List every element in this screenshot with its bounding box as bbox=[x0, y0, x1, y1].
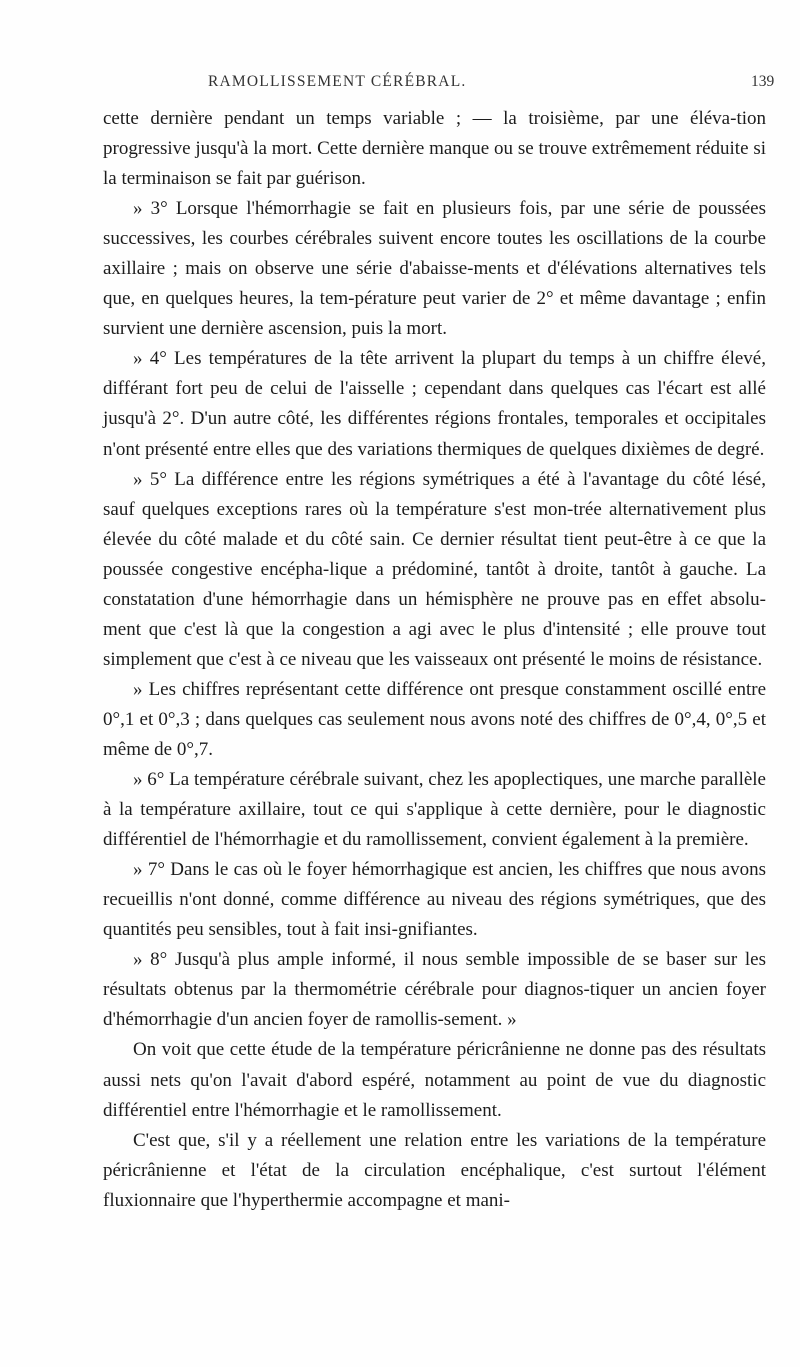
page-body bbox=[103, 104, 766, 1216]
paragraph-point-5: » 5° La différence entre les régions symétriques a été à l'avantage du côté lésé, sauf quelques exceptions rares où la température s'est mon-trée alternativement plus élevée du côté malade et du côté sain. Ce dernier résultat tient peut-être à ce que la poussée congestive encépha-lique a prédominé, tantôt à droite, tantôt à gauche. La constatation d'une hémorrhagie dans un hémisphère ne prouve pas en effet absolu-ment que c'est là que la congestion a agi avec le plus d'intensité ; elle prouve tout simplement que c'est à ce niveau que les vaisseaux ont présenté le moins de résistance. bbox=[103, 468, 766, 670]
paragraph-point-7: » 7° Dans le cas où le foyer hémorrhagique est ancien, les chiffres que nous avons recueillis n'ont donné, comme différence au niveau des régions symétriques, que des quantités peu sensibles, tout à fait insi-gnifiantes. bbox=[103, 859, 766, 941]
paragraph-point-4: » 4° Les températures de la tête arrivent la plupart du temps à un chiffre élevé, différant fort peu de celui de l'aisselle ; cependant dans quelques cas l'écart est allé jusqu'à 2°. D'un autre côté, les différentes régions frontales, temporales et occipitales n'ont présenté entre elles que des variations thermiques de quelques dixièmes de degré. bbox=[103, 348, 766, 460]
running-title: RAMOLLISSEMENT CÉRÉBRAL. bbox=[208, 73, 467, 90]
paragraph-point-6: » 6° La température cérébrale suivant, chez les apoplectiques, une marche parallèle à la température axillaire, tout ce qui s'applique à cette dernière, pour le diagnostic différentiel de l'hémorrhagie et du ramollissement, convient également à la première. bbox=[103, 769, 766, 851]
paragraph-point-3: » 3° Lorsque l'hémorrhagie se fait en plusieurs fois, par une série de poussées successives, les courbes cérébrales suivent encore toutes les oscillations de la courbe axillaire ; mais on observe une série d'abaisse-ments et d'élévations alternatives tels que, en quelques heures, la tem-pérature peut varier de 2° et même davantage ; enfin survient une dernière ascension, puis la mort. bbox=[103, 198, 766, 340]
paragraph-figures: » Les chiffres représentant cette différence ont presque constamment oscillé entre 0°,1 et 0°,3 ; dans quelques cas seulement nous avons noté des chiffres de 0°,4, 0°,5 et même de 0°,7. bbox=[103, 678, 766, 760]
paragraph-continuation: cette dernière pendant un temps variable ; — la troisième, par une éléva-tion progressive jusqu'à la mort. Cette dernière manque ou se trouve extrêmement réduite si la terminaison se fait par guérison. bbox=[103, 108, 766, 190]
page-number: 139 bbox=[751, 73, 775, 90]
paragraph-point-8: » 8° Jusqu'à plus ample informé, il nous semble impossible de se baser sur les résultats obtenus par la thermométrie cérébrale pour diagnos-tiquer un ancien foyer d'hémorrhagie d'un ancien foyer de ramollis-sement. » bbox=[103, 949, 766, 1031]
paragraph-conclusion: On voit que cette étude de la température péricrânienne ne donne pas des résultats aussi nets qu'on l'avait d'abord espéré, notamment au point de vue du diagnostic différentiel entre l'hémorrhagie et le ramollissement. bbox=[103, 1039, 766, 1121]
paragraph-final: C'est que, s'il y a réellement une relation entre les variations de la température péricrânienne et l'état de la circulation encéphalique, c'est surtout l'élément fluxionnaire que l'hyperthermie accompagne et mani- bbox=[103, 1129, 766, 1211]
